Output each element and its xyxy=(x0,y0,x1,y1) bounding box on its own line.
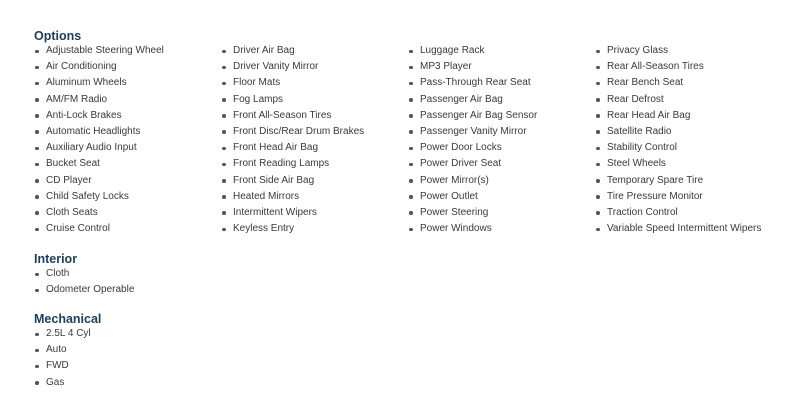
option-item xyxy=(33,156,164,172)
option-item-label: Power Steering xyxy=(420,206,489,218)
interior-item-label: Odometer Operable xyxy=(46,284,135,296)
option-item xyxy=(220,92,364,108)
bullet-icon xyxy=(596,50,600,54)
interior-heading: Interior xyxy=(34,252,78,266)
bullet-icon xyxy=(409,82,413,86)
option-item xyxy=(33,75,164,91)
interior-item xyxy=(33,266,134,282)
bullet-icon xyxy=(409,228,413,232)
bullet-icon xyxy=(35,50,39,54)
option-item-label: Tire Pressure Monitor xyxy=(607,190,703,202)
option-item-label: Passenger Air Bag xyxy=(420,93,503,105)
option-item-label: Passenger Vanity Mirror xyxy=(420,125,527,137)
option-item-label: Driver Air Bag xyxy=(233,45,295,56)
option-item xyxy=(33,221,164,237)
bullet-icon xyxy=(35,66,39,70)
option-item-label: Privacy Glass xyxy=(607,45,669,56)
bullet-icon xyxy=(409,114,413,118)
option-item-label: Rear Head Air Bag xyxy=(607,109,691,121)
option-item-label: Luggage Rack xyxy=(420,45,485,56)
bullet-icon xyxy=(35,163,39,167)
bullet-icon xyxy=(409,211,413,215)
option-item-label: CD Player xyxy=(46,174,92,186)
interior-item-label: Cloth xyxy=(46,268,70,279)
bullet-icon xyxy=(222,179,226,183)
bullet-icon xyxy=(222,50,226,54)
mechanical-item xyxy=(33,375,91,391)
option-item-label: Front Head Air Bag xyxy=(233,142,319,154)
option-item-label: Temporary Spare Tire xyxy=(607,174,704,186)
option-item xyxy=(594,189,761,205)
bullet-icon xyxy=(596,66,600,70)
bullet-icon xyxy=(596,195,600,199)
option-item xyxy=(594,92,761,108)
bullet-icon xyxy=(596,211,600,215)
option-item-label: Steel Wheels xyxy=(607,158,666,170)
option-item xyxy=(594,124,761,140)
bullet-icon xyxy=(35,381,39,385)
options-column-3 xyxy=(407,43,537,237)
bullet-icon xyxy=(409,147,413,151)
bullet-icon xyxy=(35,228,39,232)
bullet-icon xyxy=(35,147,39,151)
option-item xyxy=(407,173,537,189)
bullet-icon xyxy=(409,50,413,54)
option-item-label: MP3 Player xyxy=(420,61,472,73)
option-item xyxy=(594,59,761,75)
option-item-label: Power Driver Seat xyxy=(420,158,502,170)
option-item-label: Stability Control xyxy=(607,142,678,154)
option-item-label: Power Windows xyxy=(420,223,492,235)
bullet-icon xyxy=(596,228,600,232)
bullet-icon xyxy=(409,98,413,102)
option-item-label: AM/FM Radio xyxy=(46,93,108,105)
option-item xyxy=(33,108,164,124)
option-item-label: Adjustable Steering Wheel xyxy=(46,45,164,56)
bullet-icon xyxy=(35,289,39,293)
option-item xyxy=(220,124,364,140)
option-item xyxy=(407,124,537,140)
mechanical-item-label: Gas xyxy=(46,376,65,388)
option-item xyxy=(220,205,364,221)
bullet-icon xyxy=(409,195,413,199)
option-item xyxy=(594,156,761,172)
bullet-icon xyxy=(222,147,226,151)
option-item xyxy=(33,92,164,108)
option-item xyxy=(594,205,761,221)
bullet-icon xyxy=(35,195,39,199)
bullet-icon xyxy=(222,114,226,118)
option-item-label: Cloth Seats xyxy=(46,206,98,218)
option-item xyxy=(407,221,537,237)
bullet-icon xyxy=(596,82,600,86)
option-item xyxy=(220,189,364,205)
option-item xyxy=(407,43,537,59)
option-item-label: Keyless Entry xyxy=(233,223,295,235)
bullet-icon xyxy=(596,114,600,118)
bullet-icon xyxy=(596,130,600,134)
option-item xyxy=(33,173,164,189)
option-item xyxy=(33,124,164,140)
mechanical-item-label: Auto xyxy=(46,344,67,356)
bullet-icon xyxy=(35,114,39,118)
bullet-icon xyxy=(35,365,39,369)
mechanical-item xyxy=(33,326,91,342)
option-item xyxy=(594,43,761,59)
bullet-icon xyxy=(596,147,600,151)
option-item xyxy=(594,140,761,156)
option-item-label: Bucket Seat xyxy=(46,158,100,170)
option-item-label: Front Disc/Rear Drum Brakes xyxy=(233,125,365,137)
option-item-label: Fog Lamps xyxy=(233,93,284,105)
option-item xyxy=(407,92,537,108)
option-item xyxy=(220,221,364,237)
bullet-icon xyxy=(222,98,226,102)
bullet-icon xyxy=(35,98,39,102)
option-item-label: Passenger Air Bag Sensor xyxy=(420,109,538,121)
option-item-label: Front Reading Lamps xyxy=(233,158,330,170)
option-item-label: Power Outlet xyxy=(420,190,478,202)
option-item-label: Intermittent Wipers xyxy=(233,206,317,218)
bullet-icon xyxy=(222,82,226,86)
option-item xyxy=(220,59,364,75)
bullet-icon xyxy=(35,273,39,277)
option-item xyxy=(33,189,164,205)
option-item-label: Power Mirror(s) xyxy=(420,174,489,186)
option-item xyxy=(407,205,537,221)
option-item-label: Rear Bench Seat xyxy=(607,77,684,89)
option-item-label: Rear Defrost xyxy=(607,93,664,105)
bullet-icon xyxy=(222,66,226,70)
bullet-icon xyxy=(596,98,600,102)
bullet-icon xyxy=(409,179,413,183)
mechanical-item-label: 2.5L 4 Cyl xyxy=(46,328,91,339)
option-item xyxy=(33,43,164,59)
bullet-icon xyxy=(596,163,600,167)
option-item-label: Variable Speed Intermittent Wipers xyxy=(607,223,762,235)
options-heading: Options xyxy=(34,29,82,43)
option-item-label: Front All-Season Tires xyxy=(233,109,332,121)
option-item xyxy=(220,43,364,59)
bullet-icon xyxy=(35,333,39,337)
option-item-label: Power Door Locks xyxy=(420,142,502,154)
option-item xyxy=(407,156,537,172)
option-item-label: Air Conditioning xyxy=(46,61,117,73)
option-item-label: Automatic Headlights xyxy=(46,125,141,137)
option-item-label: Heated Mirrors xyxy=(233,190,300,202)
option-item xyxy=(594,221,761,237)
mechanical-list xyxy=(33,326,91,391)
option-item xyxy=(220,108,364,124)
bullet-icon xyxy=(222,228,226,232)
option-item xyxy=(594,108,761,124)
option-item xyxy=(33,59,164,75)
option-item xyxy=(407,59,537,75)
option-item-label: Rear All-Season Tires xyxy=(607,61,704,73)
bullet-icon xyxy=(35,211,39,215)
mechanical-item-label: FWD xyxy=(46,360,69,372)
option-item-label: Auxiliary Audio Input xyxy=(46,142,137,154)
option-item-label: Front Side Air Bag xyxy=(233,174,315,186)
bullet-icon xyxy=(222,211,226,215)
bullet-icon xyxy=(409,66,413,70)
bullet-icon xyxy=(222,130,226,134)
mechanical-heading: Mechanical xyxy=(34,312,102,326)
option-item-label: Anti-Lock Brakes xyxy=(46,109,122,121)
bullet-icon xyxy=(35,82,39,86)
interior-list xyxy=(33,266,134,298)
option-item xyxy=(407,189,537,205)
bullet-icon xyxy=(35,179,39,183)
bullet-icon xyxy=(35,349,39,353)
option-item xyxy=(220,156,364,172)
option-item xyxy=(33,140,164,156)
option-item-label: Satellite Radio xyxy=(607,125,672,137)
option-item xyxy=(407,140,537,156)
bullet-icon xyxy=(409,130,413,134)
option-item xyxy=(594,173,761,189)
option-item-label: Aluminum Wheels xyxy=(46,77,127,89)
options-column-1 xyxy=(33,43,164,237)
bullet-icon xyxy=(596,179,600,183)
option-item xyxy=(220,173,364,189)
option-item-label: Child Safety Locks xyxy=(46,190,129,202)
option-item xyxy=(407,108,537,124)
mechanical-item xyxy=(33,342,91,358)
option-item-label: Driver Vanity Mirror xyxy=(233,61,319,73)
option-item xyxy=(407,75,537,91)
option-item xyxy=(594,75,761,91)
option-item-label: Pass-Through Rear Seat xyxy=(420,77,531,89)
bullet-icon xyxy=(222,195,226,199)
interior-item xyxy=(33,282,134,298)
bullet-icon xyxy=(409,163,413,167)
bullet-icon xyxy=(35,130,39,134)
mechanical-item xyxy=(33,358,91,374)
option-item-label: Floor Mats xyxy=(233,77,281,89)
option-item xyxy=(33,205,164,221)
option-item-label: Traction Control xyxy=(607,206,678,218)
options-column-4 xyxy=(594,43,761,237)
options-column-2 xyxy=(220,43,364,237)
bullet-icon xyxy=(222,163,226,167)
option-item-label: Cruise Control xyxy=(46,223,110,235)
option-item xyxy=(220,75,364,91)
option-item xyxy=(220,140,364,156)
